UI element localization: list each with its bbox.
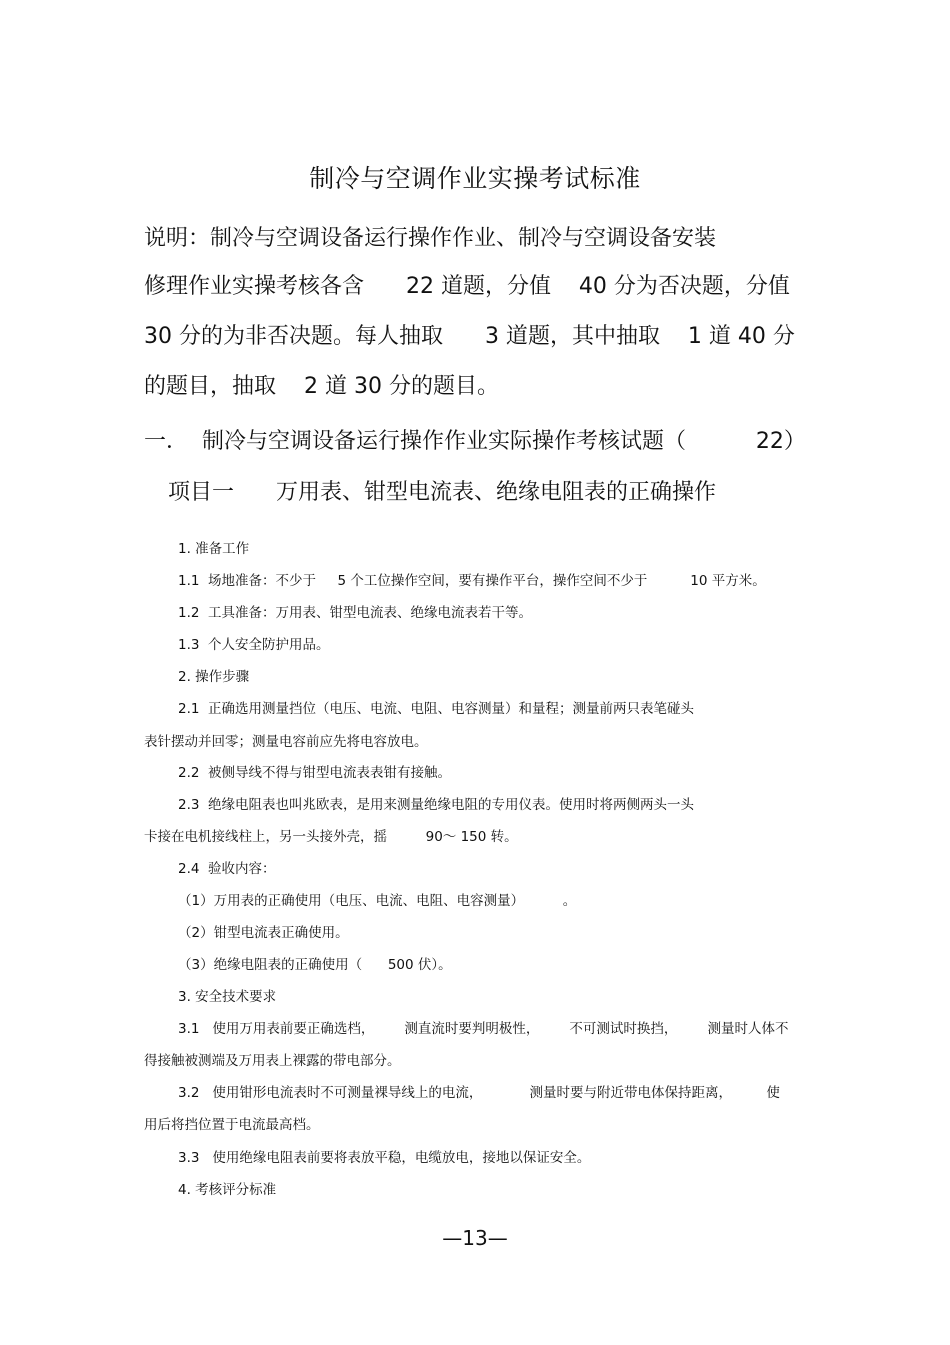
body-line-13: （2）钳型电流表正确使用。 — [178, 925, 349, 941]
body-line-11: 2.4 验收内容： — [178, 861, 276, 877]
body-line-20: 3.3 使用绝缘电阻表前要将表放平稳，电缆放电，接地以保证安全。 — [178, 1150, 591, 1166]
intro-line-4: 的题目，抽取 2 道 30 分的题目。 — [144, 374, 499, 399]
intro-line-1: 说明：制冷与空调设备运行操作作业、制冷与空调设备安装 — [144, 226, 717, 251]
intro-line-3: 30 分的为非否决题。每人抽取 3 道题，其中抽取 1 道 40 分 — [144, 324, 795, 349]
section-heading: 一． 制冷与空调设备运行操作作业实际操作考核试题（ 22） — [144, 429, 806, 454]
body-line-6: 2.1 正确选用测量挡位（电压、电流、电阻、电容测量）和量程；测量前两只表笔碰头 — [178, 701, 695, 717]
body-line-1: 1. 准备工作 — [178, 541, 250, 557]
body-line-2: 1.1 场地准备：不少于 5 个工位操作空间，要有操作平台，操作空间不少于 10 平方米。 — [178, 573, 766, 589]
body-line-16: 3.1 使用万用表前要正确选档， 测直流时要判明极性， 不可测试时换挡， 测量时人体不 — [178, 1021, 789, 1037]
body-line-7: 表针摆动并回零；测量电容前应先将电容放电。 — [144, 734, 428, 750]
body-line-8: 2.2 被侧导线不得与钳型电流表表钳有接触。 — [178, 765, 452, 781]
body-line-18: 3.2 使用钳形电流表时不可测量裸导线上的电流， 测量时要与附近带电体保持距离， 使 — [178, 1085, 780, 1101]
body-line-17: 得接触被测端及万用表上裸露的带电部分。 — [144, 1053, 401, 1069]
body-line-10: 卡接在电机接线柱上，另一头接外壳，摇 90～ 150 转。 — [144, 829, 518, 845]
item-heading: 项目一 万用表、钳型电流表、绝缘电阻表的正确操作 — [168, 480, 716, 505]
body-line-4: 1.3 个人安全防护用品。 — [178, 637, 330, 653]
body-line-12: （1）万用表的正确使用（电压、电流、电阻、电容测量） 。 — [178, 893, 577, 909]
body-line-15: 3. 安全技术要求 — [178, 989, 277, 1005]
body-line-14: （3）绝缘电阻表的正确使用（ 500 伏）。 — [178, 957, 452, 973]
body-line-5: 2. 操作步骤 — [178, 669, 250, 685]
body-line-21: 4. 考核评分标准 — [178, 1182, 277, 1198]
body-line-3: 1.2 工具准备：万用表、钳型电流表、绝缘电流表若干等。 — [178, 605, 533, 621]
page-number: —13— — [442, 1226, 508, 1250]
body-line-9: 2.3 绝缘电阻表也叫兆欧表，是用来测量绝缘电阻的专用仪表。使用时将两侧两头一头 — [178, 797, 695, 813]
document-title: 制冷与空调作业实操考试标准 — [309, 164, 641, 193]
intro-line-2: 修理作业实操考核各含 22 道题，分值 40 分为否决题，分值 — [144, 274, 790, 299]
body-line-19: 用后将挡位置于电流最高档。 — [144, 1117, 320, 1133]
